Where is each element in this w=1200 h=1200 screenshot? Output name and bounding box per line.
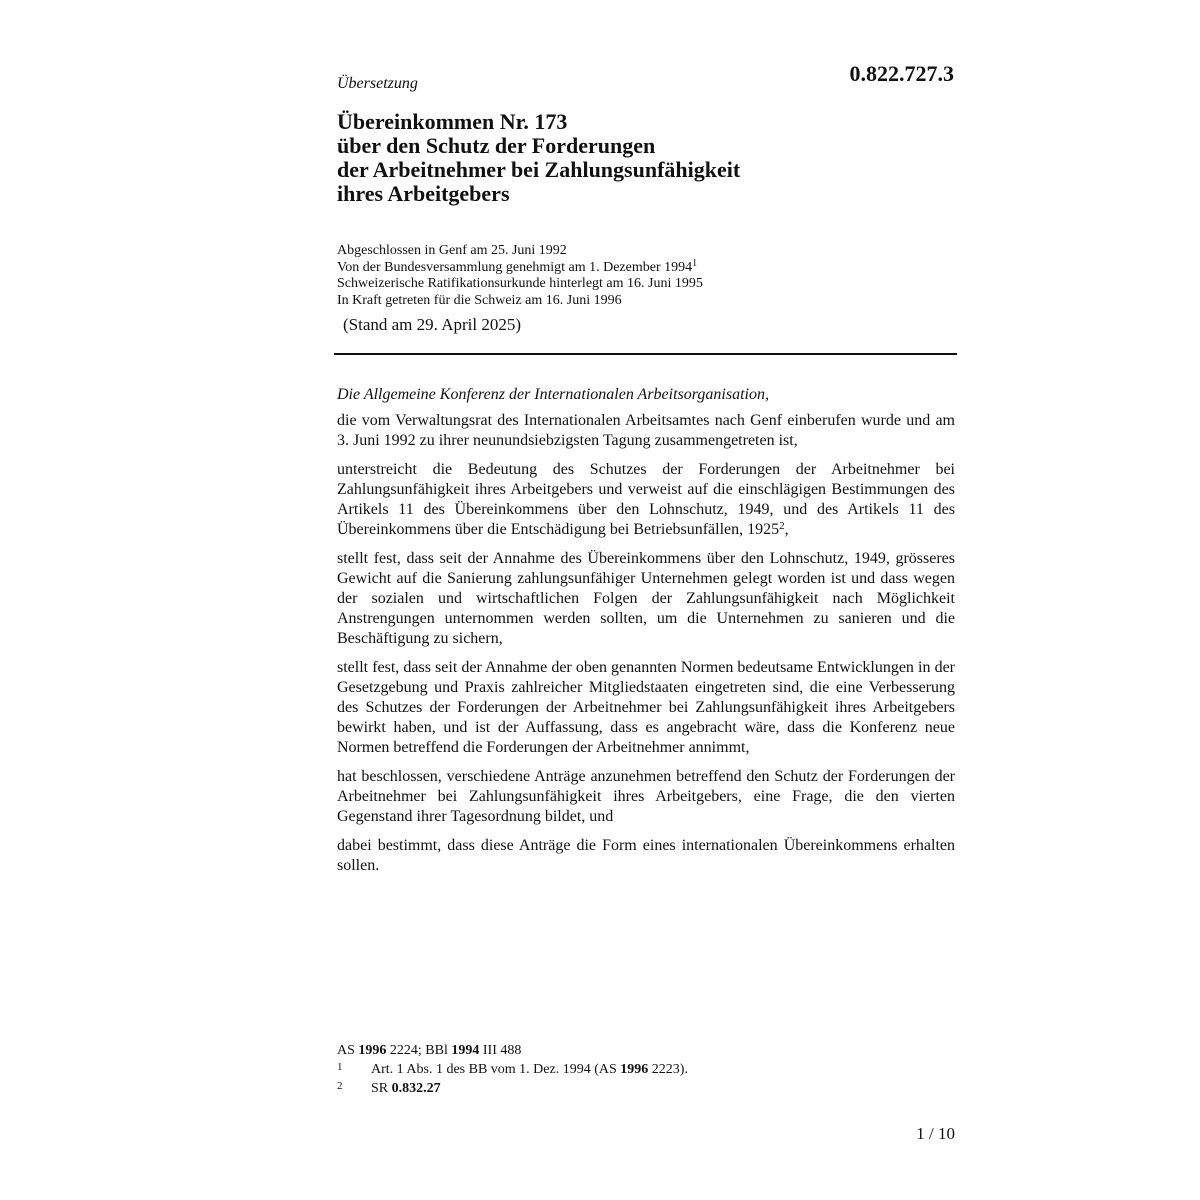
paragraph: die vom Verwaltungsrat des Internationalen Arbeitsamtes nach Genf einberufen wurde und am 3. Juni 1992 zu ihrer neunundsiebzigsten Tagung zusammengetreten ist,	[337, 412, 955, 449]
bbl-year: 1994	[451, 1043, 480, 1058]
paragraph: hat beschlossen, verschiedene Anträge anzunehmen betreffend den Schutz der Forderungen der Arbeitnehmer bei Zahlungsunfähigkeit ihres Arbeitgebers, eine Frage, die den vierten Gegenstand ihrer Tagesordnung bildet, und	[337, 768, 955, 825]
paragraph: stellt fest, dass seit der Annahme der oben genannten Normen bedeutsame Entwicklungen in der Gesetzgebung und Praxis zahlreicher Mitgliedstaaten eingetreten sind, die eine Verbesserung des Schutzes der Forderungen der Arbeitnehmer bei Zahlungsunfähigkeit ihres Arbeitgebers bewirkt haben, und ist der Auffassung, dass es angebracht wäre, dass die Konferenz neue Normen betreffend die Forderungen der Arbeitnehmer annimmt,	[337, 659, 955, 756]
footnote-ref-2[interactable]: 2	[779, 520, 785, 532]
page-counter: 1 / 10	[916, 1124, 955, 1143]
footnote-year: 1996	[620, 1062, 649, 1077]
title-line: ihres Arbeitgebers	[337, 181, 510, 206]
approved-date-text: Von der Bundesversammlung genehmigt am 1. Dezember 1994	[337, 259, 693, 275]
title-line: über den Schutz der Forderungen	[337, 133, 656, 158]
footnote-number: 2	[337, 1080, 343, 1092]
header-divider	[334, 353, 957, 355]
preamble-heading: Die Allgemeine Konferenz der Internationalen Arbeitsorganisation,	[337, 386, 769, 403]
footnote-2	[337, 1078, 688, 1097]
footnote-text-end: 2223).	[648, 1062, 688, 1077]
status-date: (Stand am 29. April 2025)	[343, 315, 522, 334]
paragraph-text-end: ,	[784, 521, 789, 538]
footnote-text: Art. 1 Abs. 1 des BB vom 1. Dez. 1994 (AS	[371, 1062, 621, 1077]
approved-date	[337, 257, 703, 277]
as-prefix: AS	[337, 1043, 359, 1058]
footnote-1	[337, 1059, 688, 1078]
sr-number: 0.822.727.3	[849, 61, 954, 86]
document-metadata	[337, 243, 703, 309]
paragraph-text: unterstreicht die Bedeutung des Schutzes der Forderungen der Arbeitnehmer bei Zahlungsunfähigkeit ihres Arbeitgebers und verweist auf die einschlägigen Bestimmungen des Artikels 11 des Übereinkommens über den Lohnschutz, 1949, und des Artikels 11 des Übereinkommens über die Entschädigung bei Betriebsunfällen, 1925	[337, 461, 955, 538]
bbl-rest: III 488	[479, 1043, 522, 1058]
footnote-ref-1[interactable]: 1	[692, 257, 698, 269]
as-year: 1996	[358, 1043, 387, 1058]
preamble-body	[337, 385, 955, 885]
ratification-date: Schweizerische Ratifikationsurkunde hinterlegt am 16. Juni 1995	[337, 276, 703, 291]
publication-reference	[337, 1043, 688, 1059]
sr-reference-link[interactable]: 0.832.27	[391, 1081, 441, 1096]
as-page: 2224; BBl	[386, 1043, 452, 1058]
footnote-number: 1	[337, 1061, 343, 1073]
in-force-date: In Kraft getreten für die Schweiz am 16. Juni 1996	[337, 292, 622, 308]
title-line: Übereinkommen Nr. 173	[337, 109, 568, 134]
concluded-date: Abgeschlossen in Genf am 25. Juni 1992	[337, 243, 567, 258]
paragraph	[337, 460, 955, 540]
footnotes	[337, 1043, 688, 1097]
title-line: der Arbeitnehmer bei Zahlungsunfähigkeit	[337, 157, 741, 182]
paragraph: dabei bestimmt, dass diese Anträge die Form eines internationalen Übereinkommens erhalten sollen.	[337, 837, 955, 874]
translation-label: Übersetzung	[337, 75, 418, 92]
footnote-text: SR	[371, 1081, 392, 1096]
document-title	[337, 110, 957, 206]
paragraph: stellt fest, dass seit der Annahme des Übereinkommens über den Lohnschutz, 1949, grösseres Gewicht auf die Sanierung zahlungsunfähiger Unternehmen gelegt worden ist und dass wegen der sozialen und wirtschaftlichen Folgen der Zahlungsunfähigkeit nach Möglichkeit Anstrengungen unternommen werden sollten, um die Unternehmen zu sanieren und die Beschäftigung zu sichern,	[337, 550, 955, 647]
